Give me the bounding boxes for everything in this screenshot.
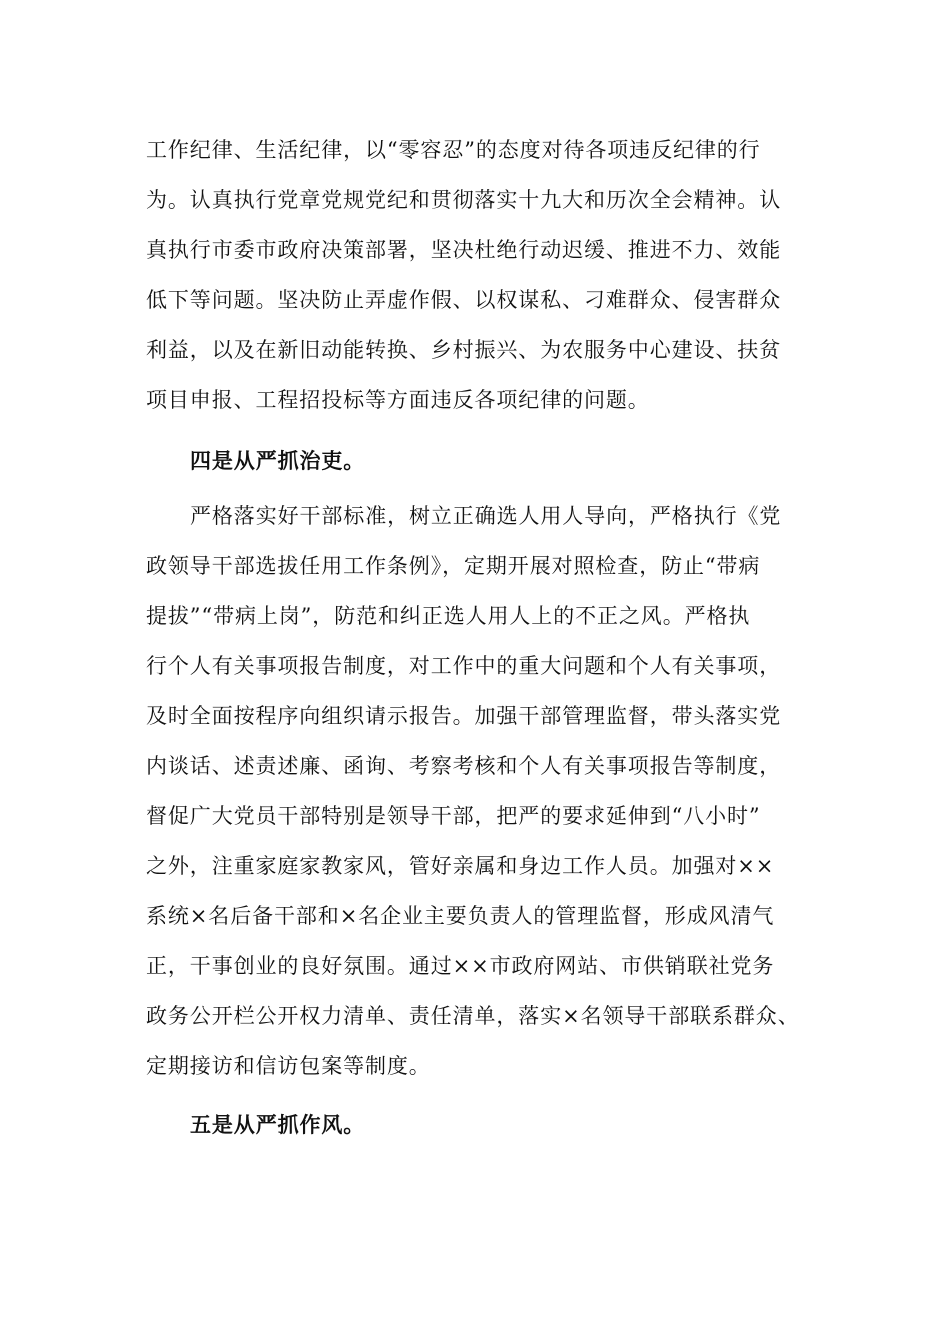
paragraph-line: 项目申报、工程招投标等方面违反各项纪律的问题。 (146, 388, 650, 412)
paragraph-line: 利益，以及在新旧动能转换、乡村振兴、为农服务中心建设、扶贫 (146, 338, 782, 362)
paragraph-line: 定期接访和信访包案等制度。 (146, 1054, 431, 1078)
paragraph-line: 及时全面按程序向组织请示报告。加强干部管理监督，带头落实党 (146, 704, 782, 728)
paragraph-line: 为。认真执行党章党规党纪和贯彻落实十九大和历次全会精神。认 (146, 188, 782, 212)
paragraph-line: 工作纪律、生活纪律，以“零容忍”的态度对待各项违反纪律的行 (146, 138, 761, 162)
paragraph-line: 正，干事创业的良好氛围。通过××市政府网站、市供销联社党务 (146, 954, 775, 978)
paragraph-line: 政务公开栏公开权力清单、责任清单，落实×名领导干部联系群众、 (146, 1004, 800, 1028)
section-heading-5: 五是从严抓作风。 (190, 1112, 366, 1137)
paragraph-line: 提拔”“带病上岗”，防范和纠正选人用人上的不正之风。严格执 (146, 604, 751, 628)
paragraph-line: 严格落实好干部标准，树立正确选人用人导向，严格执行《党 (190, 504, 782, 528)
paragraph-line: 行个人有关事项报告制度，对工作中的重大问题和个人有关事项， (146, 654, 782, 678)
paragraph-line: 政领导干部选拔任用工作条例》，定期开展对照检查，防止“带病 (146, 554, 761, 578)
paragraph-line: 低下等问题。坚决防止弄虚作假、以权谋私、刁难群众、侵害群众 (146, 288, 782, 312)
paragraph-line: 督促广大党员干部特别是领导干部，把严的要求延伸到“八小时” (146, 804, 761, 828)
paragraph-line: 之外，注重家庭家教家风，管好亲属和身边工作人员。加强对×× (146, 854, 775, 878)
paragraph-line: 系统×名后备干部和×名企业主要负责人的管理监督，形成风清气 (146, 904, 775, 928)
paragraph-line: 真执行市委市政府决策部署，坚决杜绝行动迟缓、推进不力、效能 (146, 238, 782, 262)
section-heading-4: 四是从严抓治吏。 (190, 448, 366, 473)
paragraph-line: 内谈话、述责述廉、函询、考察考核和个人有关事项报告等制度， (146, 754, 782, 778)
